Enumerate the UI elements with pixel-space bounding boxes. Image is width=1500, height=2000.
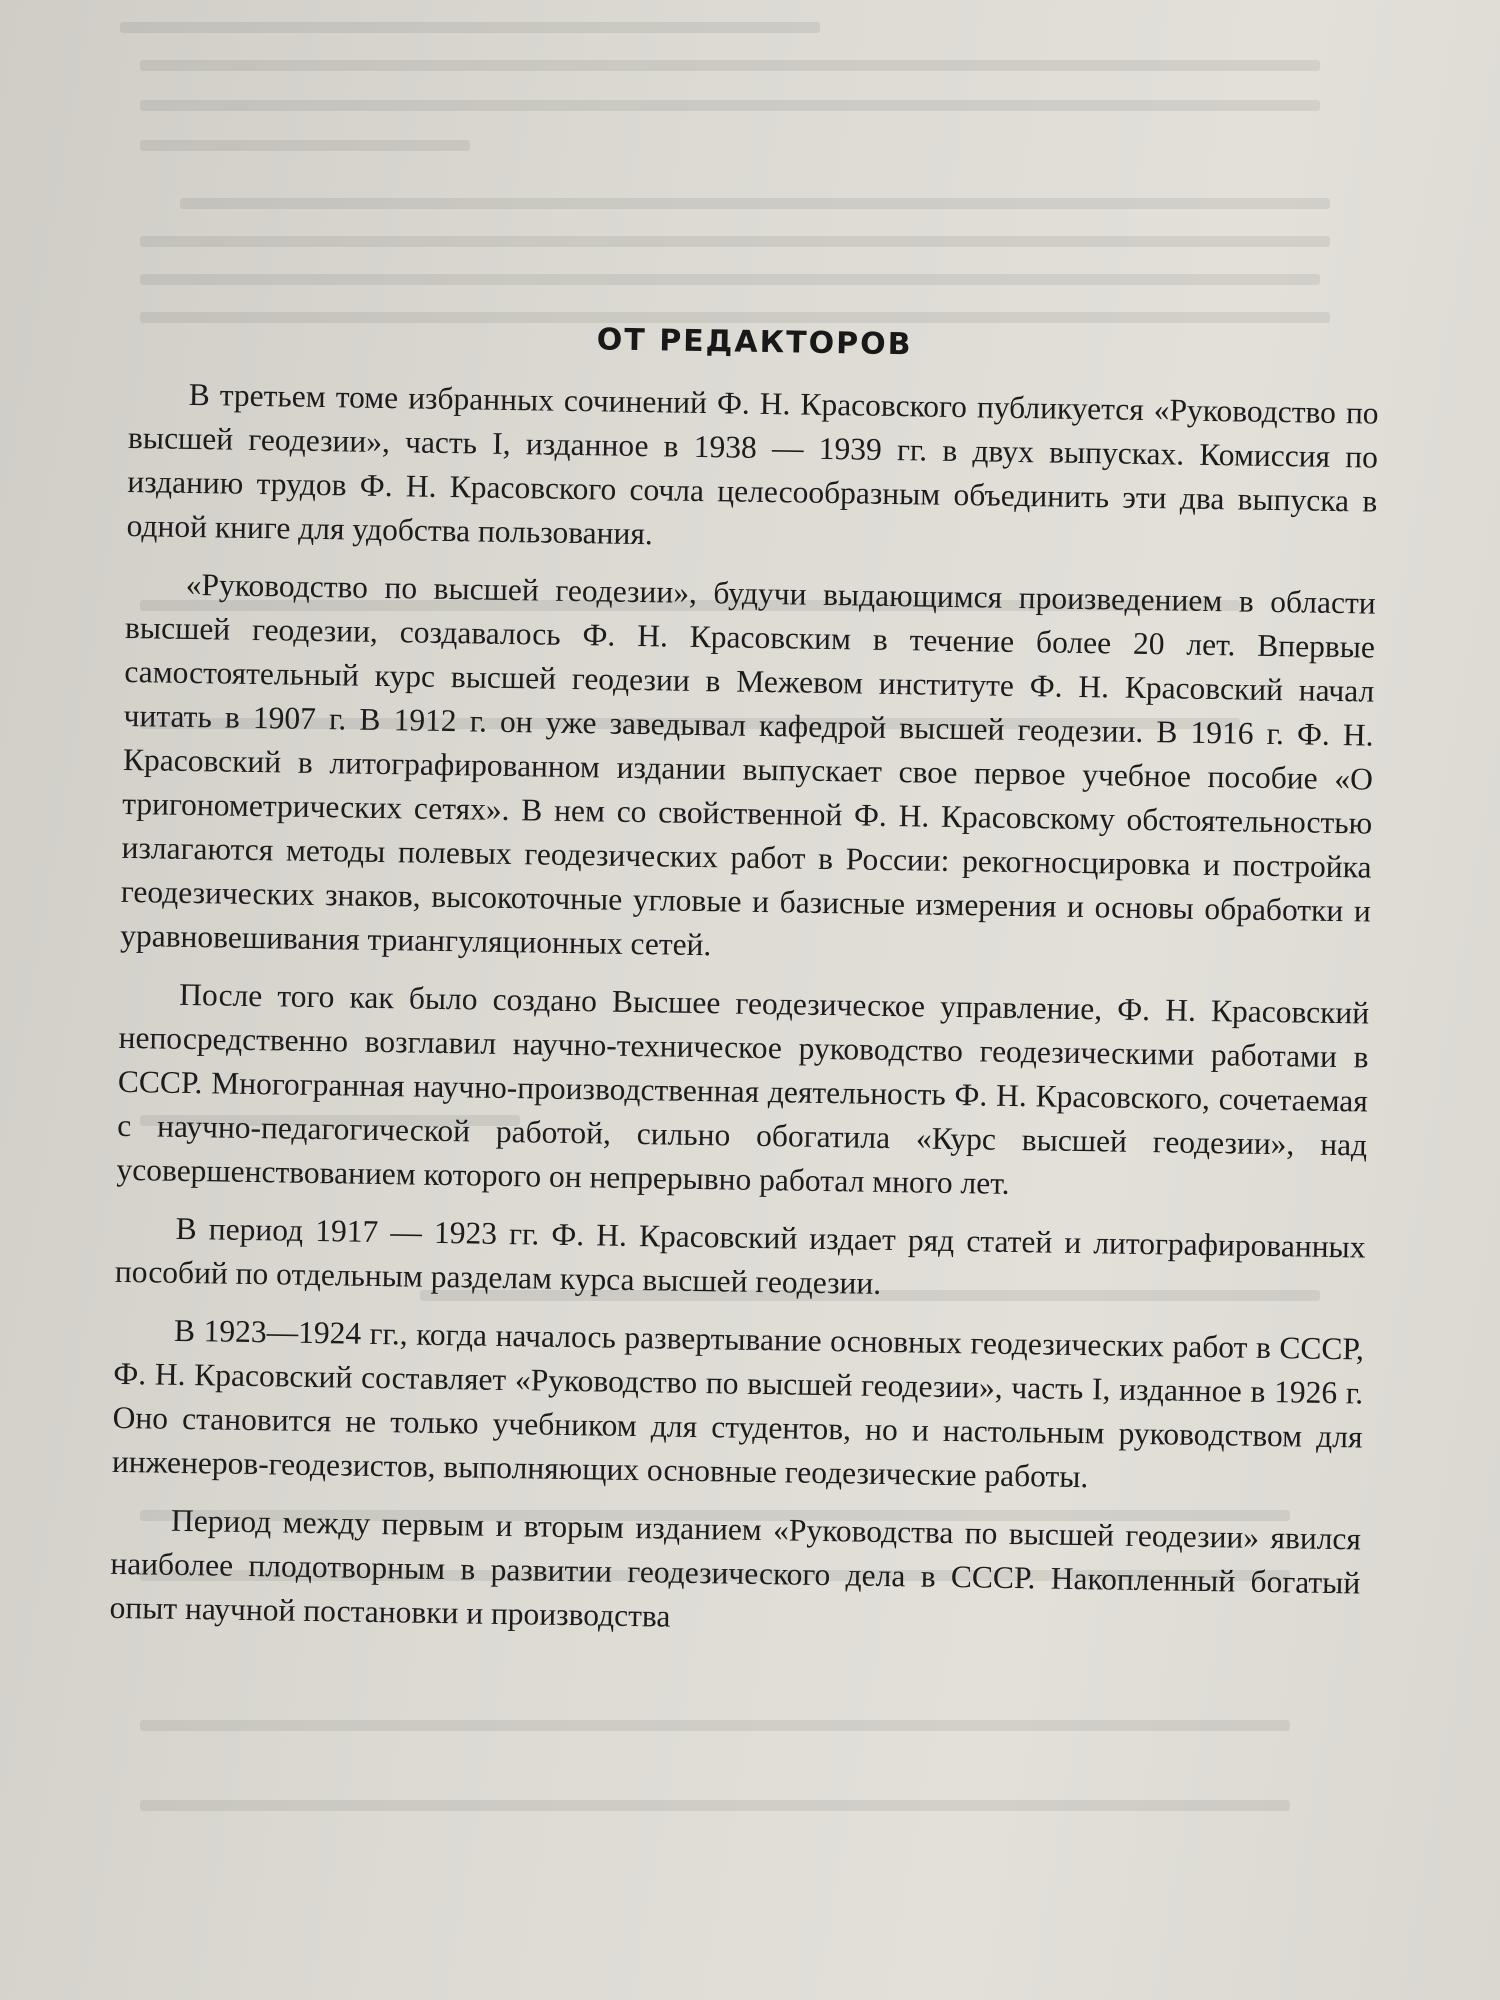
paragraph-5: В 1923—1924 гг., когда началось развертывание основных геодезических работ в СССР, Ф. Н. Красовский составляет «Руководство по высшей геодезии», часть I, изданное в 1926 г. Оно становится не только учебником для студентов, но и настольным руководством для инженеров-геодезистов, выполняющих основные геодезические работы. xyxy=(111,1312,1365,1495)
paragraph-1: В третьем томе избранных сочинений Ф. Н. Красовского публикуется «Руководство по высшей геодезии», часть I, изданное в 1938 — 1939 гг. в двух выпусках. Комиссия по изданию трудов Ф. Н. Красовского сочла целесообразным объединить эти два выпуска в одной книге для удобства пользования. xyxy=(126,376,1379,552)
section-heading: ОТ РЕДАКТОРОВ xyxy=(596,322,913,363)
paragraph-6: Период между первым и вторым изданием «Руководства по высшей геодезии» явился наиболее плодотворным в развитии геодезического дела в СССР. Накопленный богатый опыт научной постановки и производства xyxy=(109,1502,1362,1634)
editors-foreword xyxy=(109,315,1380,1663)
paragraph-4: В период 1917 — 1923 гг. Ф. Н. Красовский издает ряд статей и литографированных пособий по отдельным разделам курса высшей геодезии. xyxy=(114,1210,1366,1301)
paragraph-3: После того как было создано Высшее геодезическое управление, Ф. Н. Красовский непосредственно возглавил научно-техническое руководство геодезическими работами в СССР. Многогранная научно-производственная деятельность Ф. Н. Красовского, сочетаемая с научно-педагогической работой, сильно обогатила «Курс высшей геодезии», над усовершенствованием которого он непрерывно работал много лет. xyxy=(116,976,1370,1201)
paragraph-2: «Руководство по высшей геодезии», будучи выдающимся произведением в области высшей геодезии, создавалось Ф. Н. Красовским в течение более 20 лет. Впервые самостоятельный курс высшей геодезии в Межевом институте Ф. Н. Красовский начал читать в 1907 г. В 1912 г. он уже заведывал кафедрой высшей геодезии. В 1916 г. Ф. Н. Красовский в литографированном издании выпускает свое первое учебное пособие «О тригонометрических сетях». В нем со свойственной Ф. Н. Красовскому обстоятельностью излагаются методы полевых геодезических работ в России: рекогносцировка и постройка геодезических знаков, высокоточные угловые и базисные измерения и основы обработки и уравновешивания триангуляционных сетей. xyxy=(119,566,1376,963)
